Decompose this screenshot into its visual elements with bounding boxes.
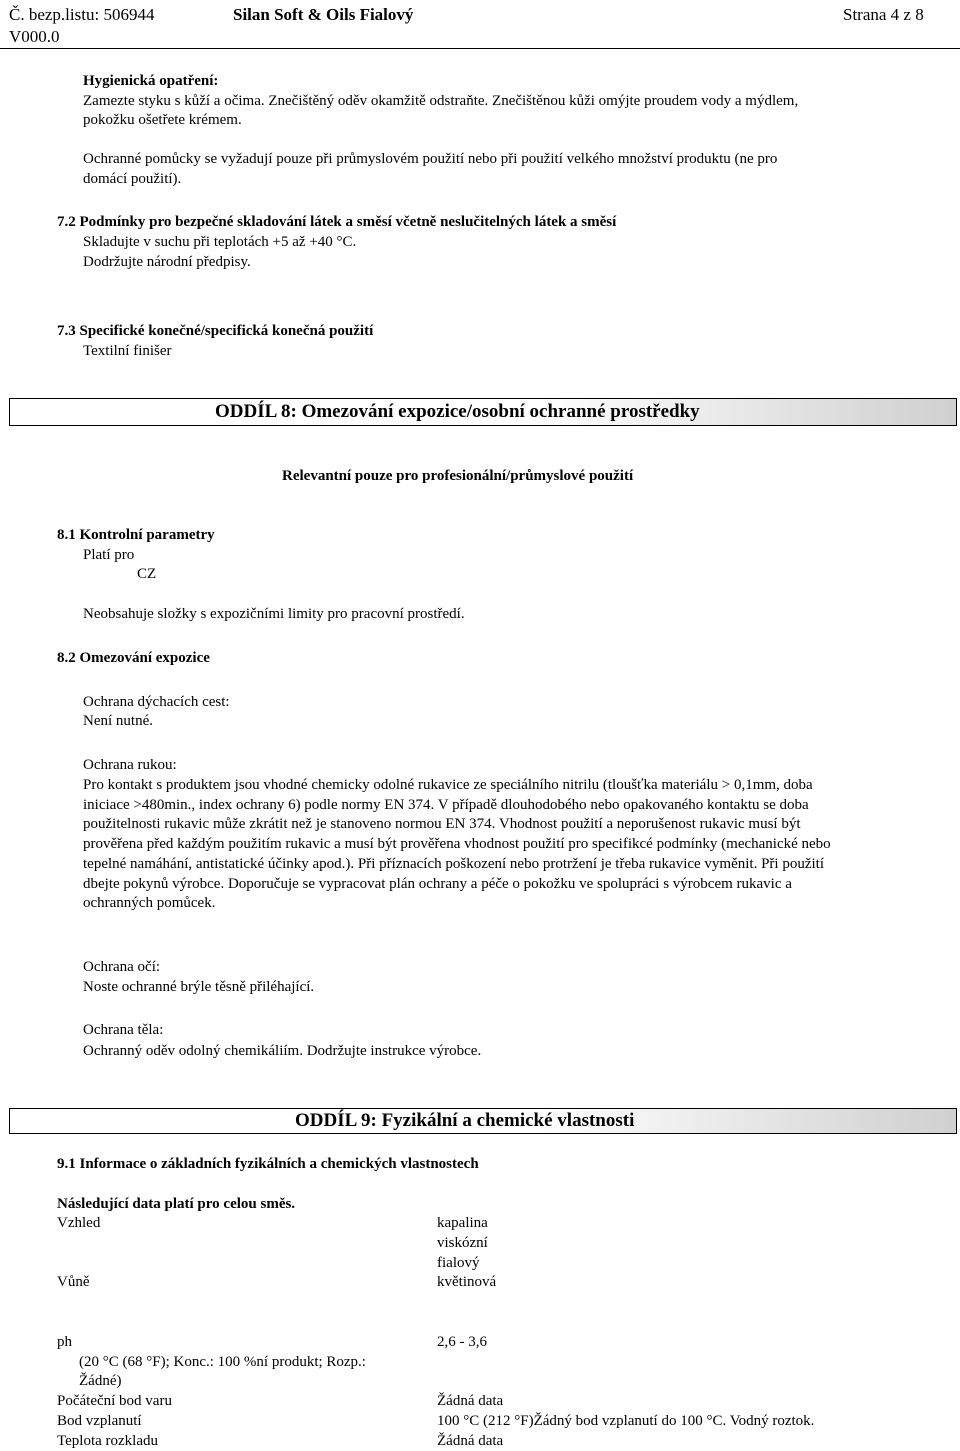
hand-line-1: Pro kontakt s produktem jsou vhodné chemicky odolné rukavice ze speciálního nitrilu (tloušťka materiálu > 0,1mm, doba (83, 777, 813, 793)
flash-point-value: 100 °C (212 °F)Žádný bod vzplanutí do 100 °C. Vodný roztok. (437, 1413, 815, 1429)
storage-line-2: Dodržujte národní předpisy. (83, 254, 251, 270)
hand-line-5: tepelné namáhání, antistatické účinky apod.). Při příznacích poškození nebo protržení je třeba rukavice vyměnit. Při použití (83, 856, 824, 872)
section-7-2-title: 7.2 Podmínky pro bezpečné skladování látek a směsí včetně neslučitelných látek a směsí (57, 214, 617, 230)
hand-line-4: prověřena před každým použitím rukavic a musí být prověřena vhodnost použití pro specifikcé podmínky (mechanické nebo (83, 836, 831, 852)
hand-line-2: iniciace >480min., index ochrany 6) podle normy EN 374. V případě dlouhodobého nebo opakovaného kontaktu se doba (83, 797, 809, 813)
boiling-point-label: Počáteční bod varu (57, 1393, 172, 1409)
decomposition-label: Teplota rozkladu (57, 1433, 158, 1449)
appearance-label: Vzhled (57, 1215, 101, 1231)
version: V000.0 (9, 27, 60, 46)
ph-condition-1: (20 °C (68 °F); Konc.: 100 %ní produkt; Rozp.: (79, 1354, 366, 1370)
section-8-subtitle: Relevantní pouze pro profesionální/průmyslové použití (282, 468, 634, 484)
header-divider (0, 48, 960, 49)
appearance-value-1: kapalina (437, 1215, 488, 1231)
body-protection-label: Ochrana těla: (83, 1022, 164, 1038)
appearance-value-3: fialový (437, 1255, 480, 1271)
flash-point-label: Bod vzplanutí (57, 1413, 142, 1429)
ph-condition-2: Žádné) (79, 1373, 122, 1389)
boiling-point-value: Žádná data (437, 1393, 504, 1409)
country-code: CZ (137, 566, 157, 582)
applies-for-label: Platí pro (83, 547, 135, 563)
storage-line-1: Skladujte v suchu při teplotách +5 až +40 °C. (83, 234, 357, 250)
section-8-title: ODDÍL 8: Omezování expozice/osobní ochranné prostředky (215, 401, 700, 422)
section-9-title: ODDÍL 9: Fyzikální a chemické vlastnosti (295, 1110, 635, 1131)
hygiene-line-4: domácí použití). (83, 171, 182, 187)
product-name: Silan Soft & Oils Fialový (233, 5, 414, 24)
sheet-number: Č. bezp.listu: 506944 (9, 5, 155, 24)
respiratory-label: Ochrana dýchacích cest: (83, 694, 230, 710)
hand-line-3: použitelnosti rukavic může zkrátit než je stanoveno normou EN 374. Vhodnost použití a neporušenost rukavic musí být (83, 816, 801, 832)
hygiene-line-3: Ochranné pomůcky se vyžadují pouze při průmyslovém použití nebo při použití velkého množství produktu (ne pro (83, 151, 778, 167)
section-8-1-title: 8.1 Kontrolní parametry (57, 527, 215, 543)
hygiene-line-2: pokožku ošetřete krémem. (83, 112, 242, 128)
eye-protection-label: Ochrana očí: (83, 959, 161, 975)
hand-protection-label: Ochrana rukou: (83, 757, 177, 773)
odor-value: květinová (437, 1274, 497, 1290)
hygiene-title: Hygienická opatření: (83, 73, 219, 89)
section-8-2-title: 8.2 Omezování expozice (57, 650, 210, 666)
hygiene-line-1: Zamezte styku s kůží a očima. Znečištěný oděv okamžitě odstraňte. Znečištěnou kůži omýjte proudem vody a mýdlem, (83, 93, 799, 109)
exposure-limits-note: Neobsahuje složky s expozičními limity pro pracovní prostředí. (83, 606, 465, 622)
ph-value: 2,6 - 3,6 (437, 1334, 487, 1350)
eye-protection-value: Noste ochranné brýle těsně přiléhající. (83, 979, 315, 995)
specific-use: Textilní finišer (83, 343, 172, 359)
respiratory-value: Není nutné. (83, 713, 153, 729)
hand-line-7: ochranných pomůcek. (83, 895, 216, 911)
odor-label: Vůně (57, 1274, 90, 1290)
body-protection-value: Ochranný oděv odolný chemikáliím. Dodržujte instrukce výrobce. (83, 1043, 482, 1059)
whole-mixture-note: Následující data platí pro celou směs. (57, 1196, 296, 1212)
hand-line-6: dbejte pokynů výrobce. Doporučuje se vypracovat plán ochrany a péče o pokožku ve spolupráci s výrobcem rukavic a (83, 876, 792, 892)
page-number: Strana 4 z 8 (843, 5, 924, 24)
appearance-value-2: viskózní (437, 1235, 488, 1251)
section-9-1-title: 9.1 Informace o základních fyzikálních a chemických vlastnostech (57, 1156, 479, 1172)
ph-label: ph (57, 1334, 72, 1350)
section-7-3-title: 7.3 Specifické konečné/specifická konečná použití (57, 323, 374, 339)
decomposition-value: Žádná data (437, 1433, 504, 1449)
